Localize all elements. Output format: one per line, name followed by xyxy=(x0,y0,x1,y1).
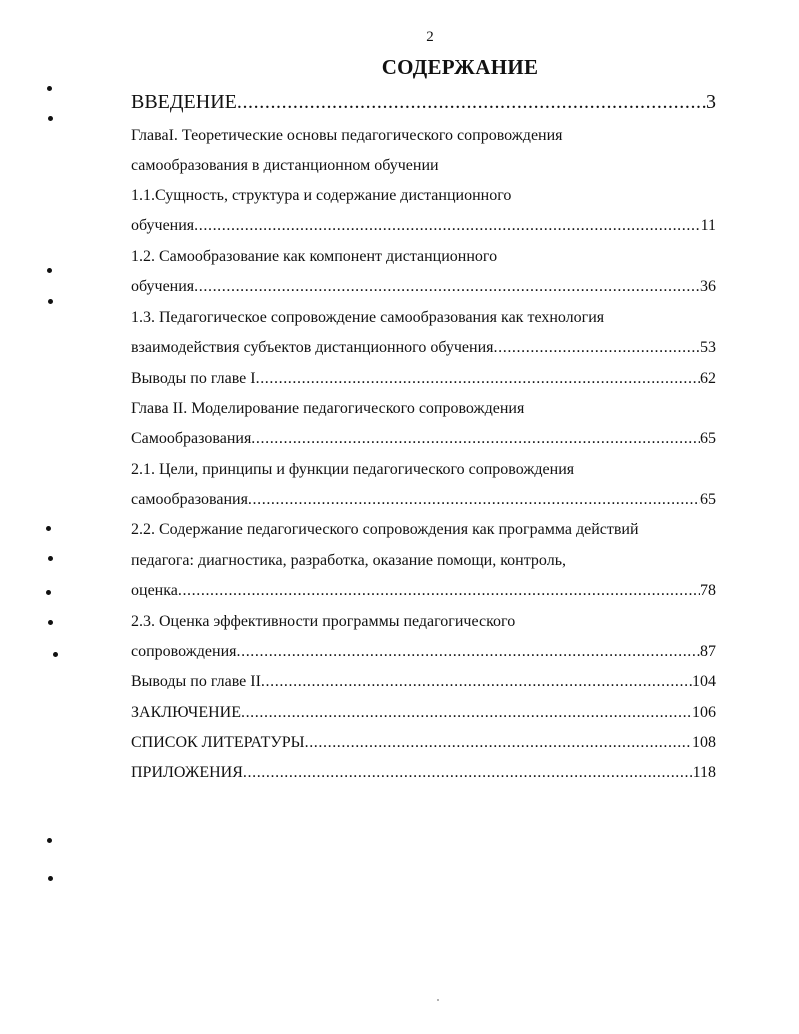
toc-entry-1-2-cont xyxy=(131,275,716,299)
entry-text: оценка xyxy=(131,582,178,599)
entry-text: 2.2. Содержание педагогического сопровождения как программа действий xyxy=(131,521,639,538)
leader-dots xyxy=(305,731,692,755)
entry-text: ГлаваI. Теоретические основы педагогического сопровождения xyxy=(131,127,563,144)
binding-hole-mark xyxy=(46,590,51,595)
toc-entry-2-2 xyxy=(131,518,716,542)
leader-dots xyxy=(494,336,700,360)
entry-page: 118 xyxy=(692,764,716,781)
toc-entry-introduction xyxy=(131,90,716,114)
entry-text: 2.1. Цели, принципы и функции педагогического сопровождения xyxy=(131,461,575,478)
toc-entry-1-1 xyxy=(131,184,716,208)
scan-speck xyxy=(437,999,439,1001)
toc-entry-chapter-1-cont xyxy=(131,154,716,178)
entry-page: 104 xyxy=(692,673,716,690)
entry-text: обучения xyxy=(131,278,195,295)
toc-title: СОДЕРЖАНИЕ xyxy=(381,55,539,79)
binding-hole-mark xyxy=(48,116,53,121)
entry-text: 1.2. Самообразование как компонент дистанционного xyxy=(131,248,498,265)
leader-dots xyxy=(243,761,693,785)
entry-text: 1.3. Педагогическое сопровождение самообразования как технология xyxy=(131,309,605,326)
toc-entry-conclusions-2 xyxy=(131,670,716,694)
toc-entry-appendices xyxy=(131,761,716,785)
leader-dots xyxy=(237,90,706,114)
entry-text: СПИСОК ЛИТЕРАТУРЫ xyxy=(131,734,305,751)
page-number: 2 xyxy=(426,29,434,45)
binding-hole-mark xyxy=(46,526,51,531)
toc-entry-1-2 xyxy=(131,245,716,269)
binding-hole-mark xyxy=(48,299,53,304)
entry-text: самообразования xyxy=(131,491,248,508)
toc-entry-conclusion xyxy=(131,701,716,725)
toc-entry-1-3 xyxy=(131,306,716,330)
entry-text: ВВЕДЕНИЕ xyxy=(131,91,237,113)
toc-entry-chapter-2 xyxy=(131,397,716,421)
entry-text: взаимодействия субъектов дистанционного обучения xyxy=(131,339,494,356)
entry-text: Самообразования xyxy=(131,430,252,447)
entry-text: Выводы по главе I xyxy=(131,370,256,387)
toc-entry-conclusions-1 xyxy=(131,367,716,391)
binding-hole-mark xyxy=(47,268,52,273)
toc-entry-1-1-cont xyxy=(131,214,716,238)
entry-page: 65 xyxy=(700,491,716,508)
entry-page: 87 xyxy=(700,643,716,660)
leader-dots xyxy=(256,367,700,391)
binding-hole-mark xyxy=(47,86,52,91)
toc-entry-2-1-cont xyxy=(131,488,716,512)
leader-dots xyxy=(194,275,700,299)
binding-hole-mark xyxy=(48,620,53,625)
toc-entry-references xyxy=(131,731,716,755)
leader-dots xyxy=(237,640,701,664)
entry-text: педагога: диагностика, разработка, оказание помощи, контроль, xyxy=(131,552,566,569)
binding-hole-mark xyxy=(53,652,58,657)
entry-text: Выводы по главе II xyxy=(131,673,261,690)
entry-text: Глава II. Моделирование педагогического сопровождения xyxy=(131,400,525,417)
toc-entry-2-2-cont2 xyxy=(131,579,716,603)
entry-text: самообразования в дистанционном обучении xyxy=(131,157,439,174)
toc-entry-2-3 xyxy=(131,610,716,634)
leader-dots xyxy=(261,670,692,694)
leader-dots xyxy=(248,488,700,512)
entry-page: 106 xyxy=(692,704,716,721)
toc-entry-chapter-1 xyxy=(131,124,716,148)
entry-text: обучения xyxy=(131,217,195,234)
binding-hole-mark xyxy=(48,556,53,561)
binding-hole-mark xyxy=(47,838,52,843)
leader-dots xyxy=(251,427,700,451)
entry-page: 11 xyxy=(700,217,716,234)
entry-page: 36 xyxy=(700,278,716,295)
binding-hole-mark xyxy=(48,876,53,881)
toc-entry-2-3-cont xyxy=(131,640,716,664)
entry-text: 2.3. Оценка эффективности программы педагогического xyxy=(131,613,516,630)
entry-text: сопровождения xyxy=(131,643,237,660)
entry-text: ПРИЛОЖЕНИЯ xyxy=(131,764,243,781)
toc-entry-1-3-cont xyxy=(131,336,716,360)
entry-page: 65 xyxy=(700,430,716,447)
entry-page: 78 xyxy=(700,582,716,599)
entry-text: 1.1.Сущность, структура и содержание дистанционного xyxy=(131,187,512,204)
entry-page: 62 xyxy=(700,370,716,387)
leader-dots xyxy=(241,701,692,725)
entry-text: ЗАКЛЮЧЕНИЕ xyxy=(131,704,241,721)
entry-page: 3 xyxy=(706,91,716,113)
toc-entry-2-2-cont xyxy=(131,549,716,573)
toc-entry-2-1 xyxy=(131,458,716,482)
leader-dots xyxy=(194,214,700,238)
entry-page: 53 xyxy=(700,339,716,356)
entry-page: 108 xyxy=(692,734,716,751)
leader-dots xyxy=(178,579,700,603)
toc-entry-chapter-2-cont xyxy=(131,427,716,451)
